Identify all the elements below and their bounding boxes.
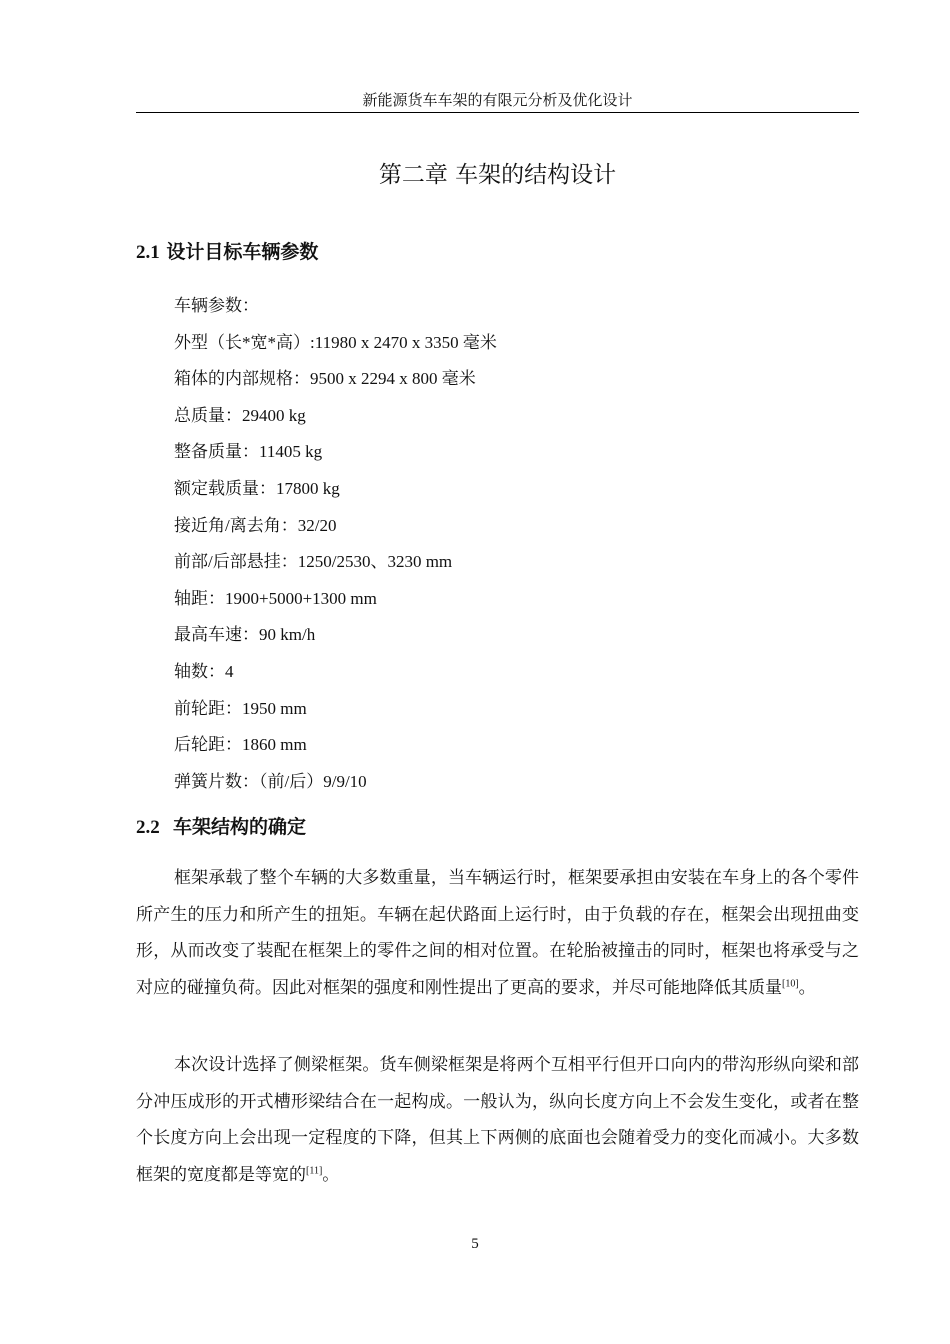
parameter-item: 额定载质量：17800 kg xyxy=(174,478,340,498)
paragraph-text: 框架承载了整个车辆的大多数重量，当车辆运行时，框架要承担由安装在车身上的各个零件所产生的压力和所产生的扭矩。车辆在起伏路面上运行时，由于负载的存在，框架会出现扭曲变形，从而改变了装配在框架上的零件之间的相对位置。在轮胎被撞击的同时，框架也将承受与之对应的碰撞负荷。因此对框架的强度和刚性提出了更高的要求，并尽可能地降低其质量 xyxy=(136,868,859,997)
parameter-item: 接近角/离去角：32/20 xyxy=(174,515,337,535)
parameter-item: 弹簧片数：（前/后）9/9/10 xyxy=(174,771,367,791)
parameter-item: 车辆参数： xyxy=(174,296,259,315)
parameter-item: 前轮距：1950 mm xyxy=(174,698,307,718)
section-number: 2.2 xyxy=(136,817,160,838)
running-header: 新能源货车车架的有限元分析及优化设计 xyxy=(136,90,859,113)
section-title: 设计目标车辆参数 xyxy=(166,241,319,263)
section-number: 2.1 xyxy=(136,242,160,263)
parameter-item: 最高车速：90 km/h xyxy=(174,625,316,645)
parameter-item: 总质量：29400 kg xyxy=(174,405,306,425)
parameter-item: 后轮距：1860 mm xyxy=(174,735,307,755)
chapter-title: 第二章 车架的结构设计 xyxy=(378,162,617,188)
section-title: 车架结构的确定 xyxy=(172,816,306,838)
section-heading-2-1 xyxy=(136,238,318,267)
vehicle-parameter-list xyxy=(174,288,497,800)
parameter-item: 前部/后部悬挂：1250/2530、3230 mm xyxy=(174,552,453,572)
paragraph-end: 。 xyxy=(322,1164,340,1184)
paragraph-text: 本次设计选择了侧梁框架。货车侧梁框架是将两个互相平行但开口向内的带沟形纵向梁和部分冲压成形的开式槽形梁结合在一起构成。一般认为，纵向长度方向上不会发生变化，或者在整个长度方向上会出现一定程度的下降，但其上下两侧的底面也会随着受力的变化而减小。大多数框架的宽度都是等宽的 xyxy=(136,1055,859,1184)
body-paragraph xyxy=(136,860,859,1006)
body-paragraph xyxy=(136,1047,859,1193)
parameter-item: 整备质量：11405 kg xyxy=(174,442,323,462)
paragraph-end: 。 xyxy=(798,977,816,997)
citation-ref: [10] xyxy=(782,978,799,990)
citation-ref: [11] xyxy=(306,1165,323,1177)
section-heading-2-2 xyxy=(136,813,306,842)
page-number: 5 xyxy=(471,1236,479,1252)
parameter-item: 箱体的内部规格：9500 x 2294 x 800 毫米 xyxy=(174,369,476,389)
parameter-item: 轴数：4 xyxy=(174,661,234,681)
parameter-item: 轴距：1900+5000+1300 mm xyxy=(174,588,377,608)
parameter-item: 外型（长*宽*高）:11980 x 2470 x 3350 毫米 xyxy=(174,332,497,352)
